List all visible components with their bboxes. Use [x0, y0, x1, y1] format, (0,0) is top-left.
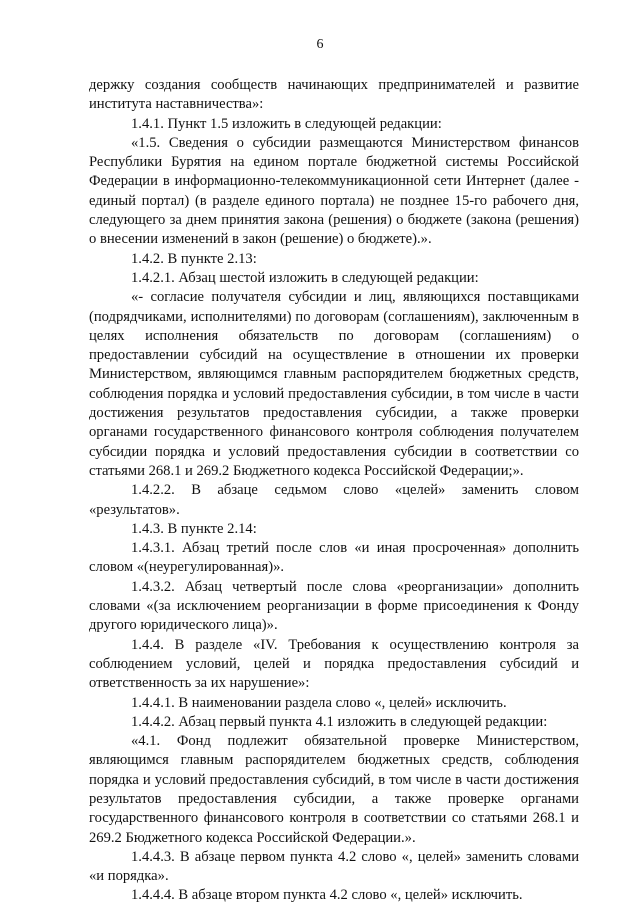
paragraph-quote-4-1: «4.1. Фонд подлежит обязательной проверке Министерством, являющимся главным распорядителем бюджетных средств, соблюдения порядка и условий предоставления субсидий, в том числе в части достижения результатов предоставления субсидии, а также проверке органами государственного финансового контроля в соответствии со статьями 268.1 и 269.2 Бюджетного кодекса Российской Федерации.». — [89, 733, 579, 846]
paragraph-quote-consent: «- согласие получателя субсидии и лиц, являющихся поставщиками (подрядчиками, исполнителями) по договорам (соглашениям), заключенным в целях исполнения обязательств по договорам (соглашениям) о предоставлении субсидий на осуществление в отношении их проверки Министерством, являющимся главным распорядителем бюджетных средств, соблюдения порядка и условий предоставления субсидии, в том числе в части достижения результатов предоставления субсидии, а также проверки органами государственного финансового контроля соблюдения получателем субсидии порядка и условий предоставления субсидии в соответствии со статьями 268.1 и 269.2 Бюджетного кодекса Российской Федерации;». — [89, 289, 579, 479]
paragraph-1-4-3: 1.4.3. В пункте 2.14: — [131, 520, 257, 537]
paragraph-1-4-1: 1.4.1. Пункт 1.5 изложить в следующей редакции: — [131, 115, 442, 132]
paragraph-1-4-2-1: 1.4.2.1. Абзац шестой изложить в следующей редакции: — [131, 269, 479, 286]
document-body — [89, 76, 579, 906]
paragraph-1-4-2: 1.4.2. В пункте 2.13: — [131, 250, 257, 267]
paragraph-1-4-4-1: 1.4.4.1. В наименовании раздела слово «, целей» исключить. — [131, 694, 507, 711]
paragraph-1-4-4-2: 1.4.4.2. Абзац первый пункта 4.1 изложить в следующей редакции: — [131, 713, 548, 730]
page-number: 6 — [316, 37, 324, 52]
paragraph-1-4-3-2: 1.4.3.2. Абзац четвертый после слова «реорганизации» дополнить словами «(за исключением реорганизации в форме присоединения к Фонду другого юридического лица)». — [89, 578, 579, 634]
paragraph-1-4-4: 1.4.4. В разделе «IV. Требования к осуществлению контроля за соблюдением условий, целей и порядка предоставления субсидий и ответственность за их нарушение»: — [89, 636, 579, 692]
paragraph-1-4-4-4: 1.4.4.4. В абзаце втором пункта 4.2 слово «, целей» исключить. — [131, 887, 523, 904]
paragraph-quote-1-5: «1.5. Сведения о субсидии размещаются Министерством финансов Республики Бурятия на едином портале бюджетной системы Российской Федерации в информационно-телекоммуникационной сети Интернет (далее - единый портал) (в разделе единого портала) не позднее 15-го рабочего дня, следующего за днем принятия закона (решения) о бюджете (закона (решения) о внесении изменений в закон (решение) о бюджете).». — [89, 134, 579, 248]
paragraph-1-4-3-1: 1.4.3.1. Абзац третий после слов «и иная просроченная» дополнить словом «(неурегулированная)». — [89, 540, 579, 576]
paragraph-1-4-2-2: 1.4.2.2. В абзаце седьмом слово «целей» заменить словом «результатов». — [89, 482, 579, 518]
paragraph-continuation: держку создания сообществ начинающих предпринимателей и развитие института наставничества»: — [89, 77, 579, 113]
paragraph-1-4-4-3: 1.4.4.3. В абзаце первом пункта 4.2 слово «, целей» заменить словами «и порядка». — [89, 848, 579, 885]
